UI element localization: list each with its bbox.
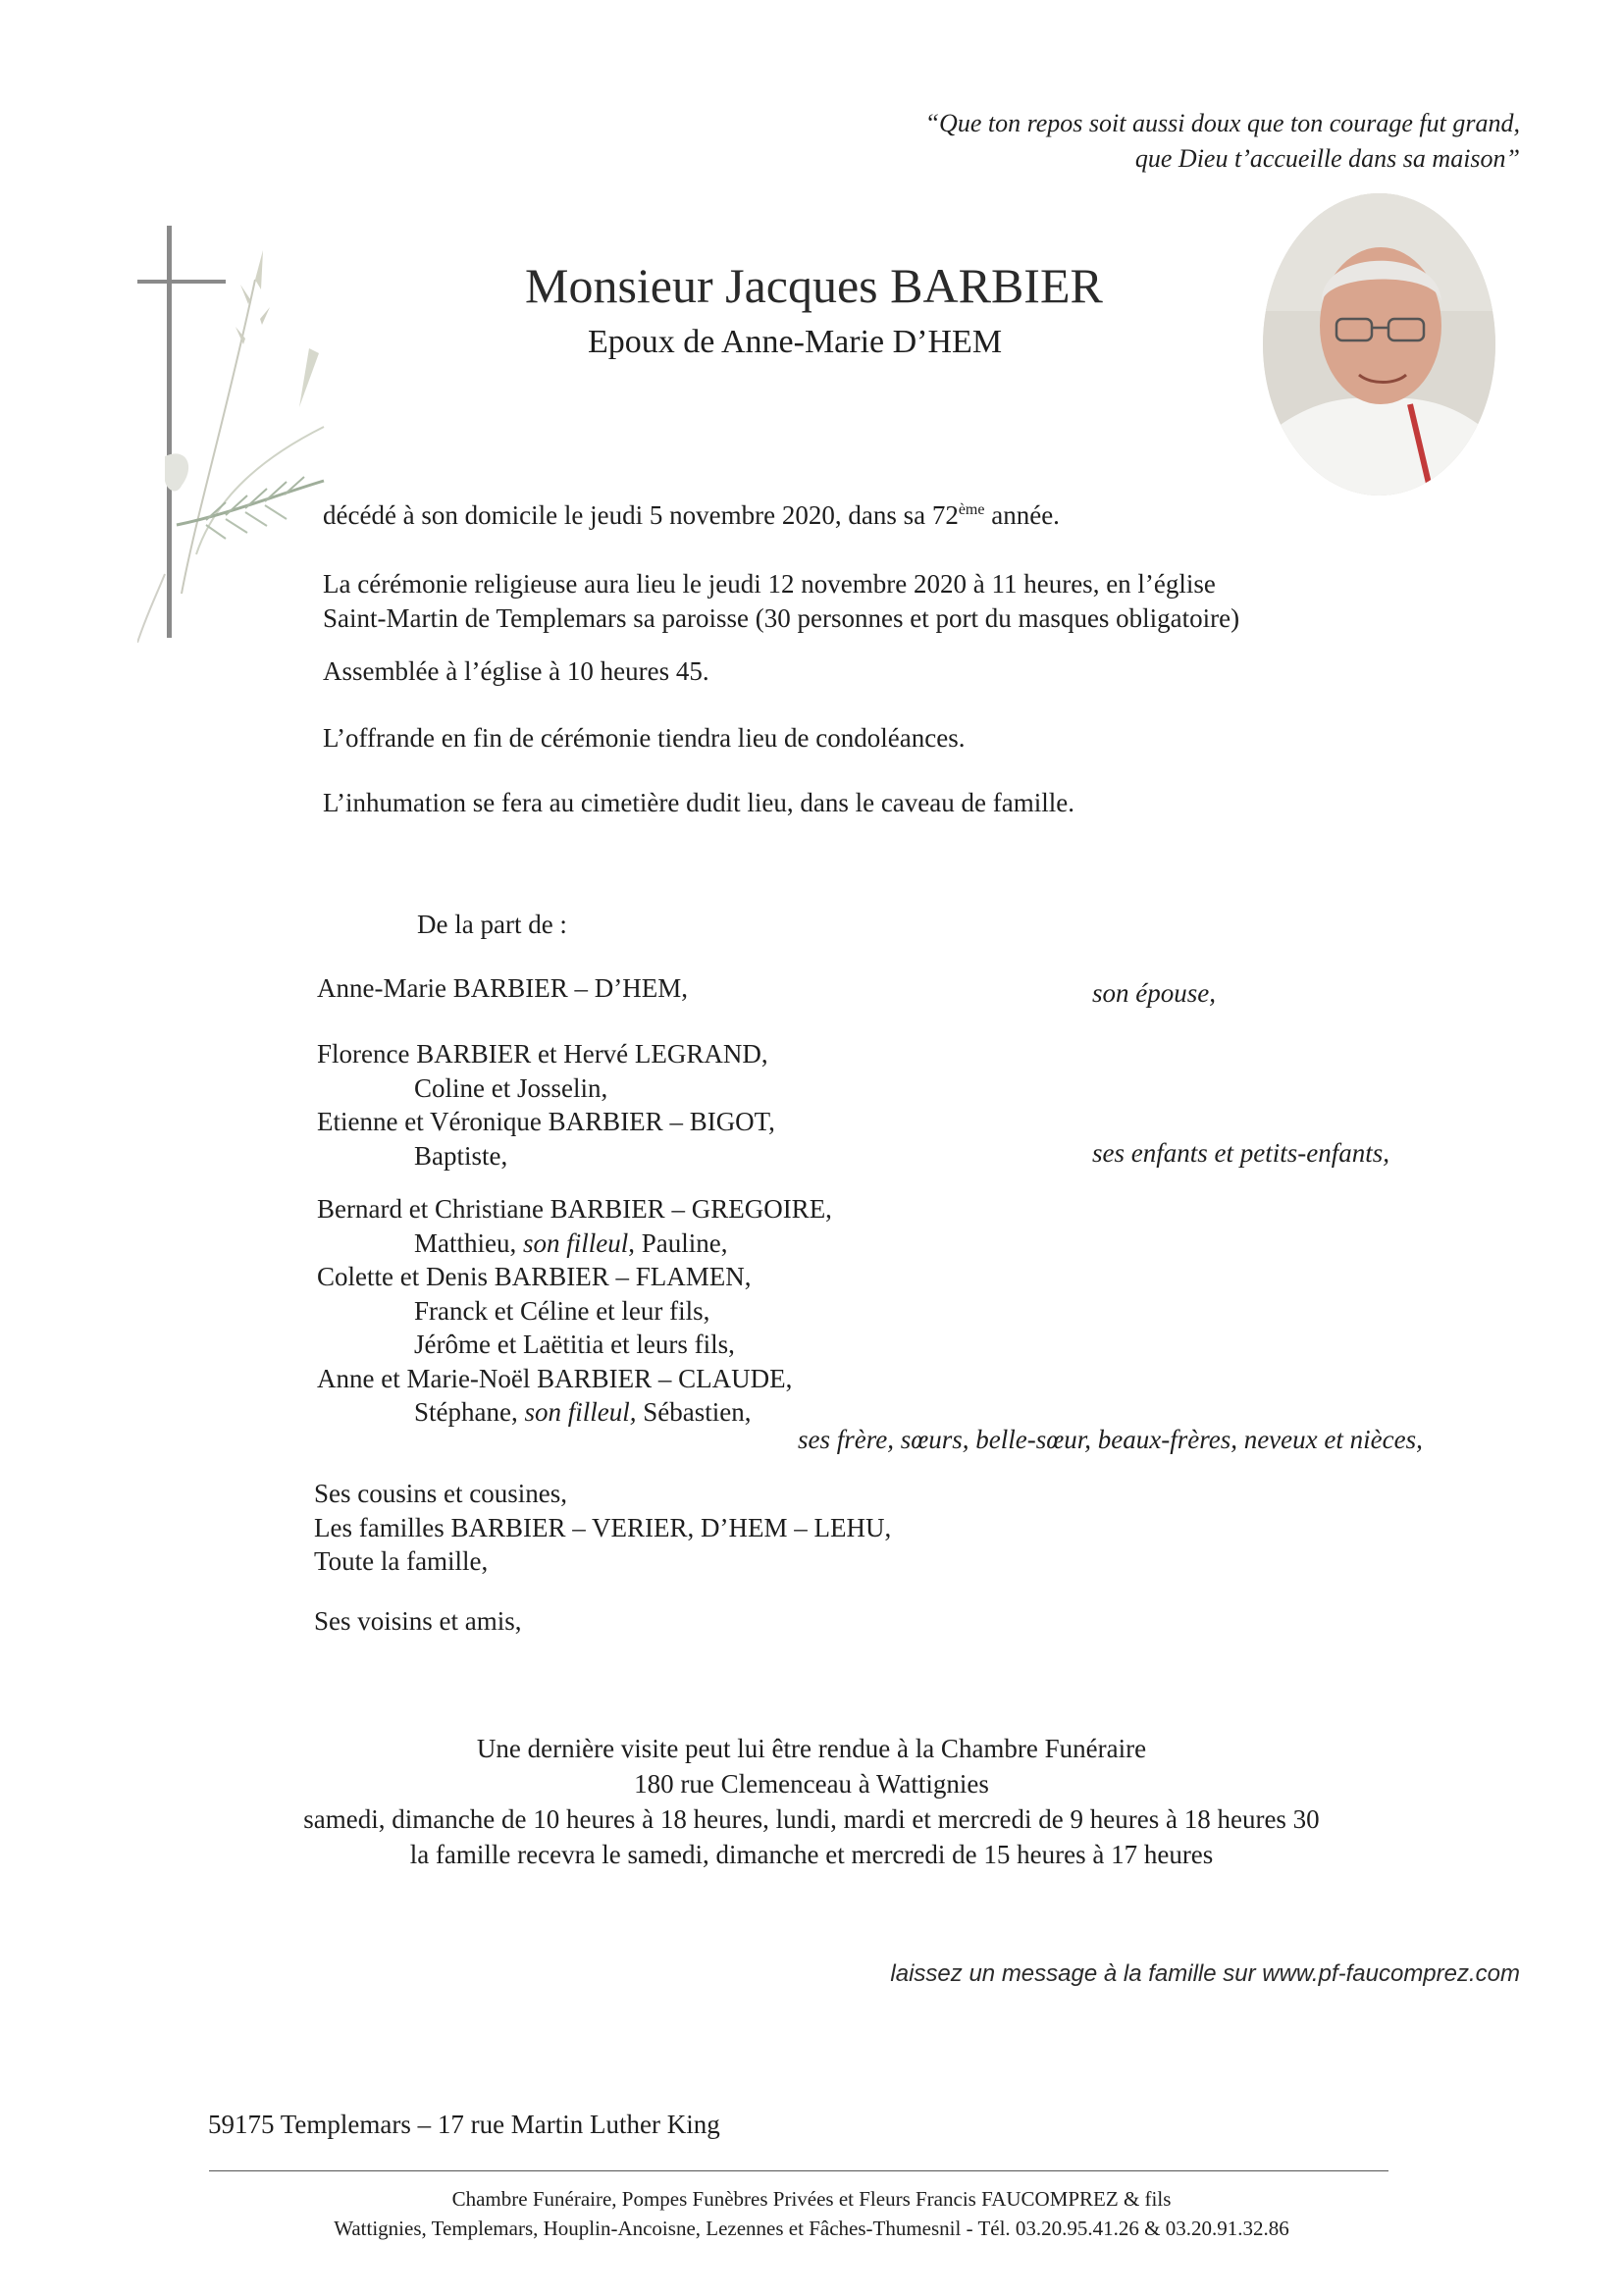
spouse-relation: son épouse, (1092, 978, 1216, 1008)
siblings-group: Bernard et Christiane BARBIER – GREGOIRE, Matthieu, son filleul, Pauline, Colette et Denis BARBIER – FLAMEN, Franck et Céline et leur fils, Jérôme et Laëtitia et leurs fils, Anne et Marie-Noël BARBIER – CLAUDE, Stéphane, son filleul, Sébastien, (317, 1194, 832, 1428)
children-relation: ses enfants et petits-enfants, (1092, 1138, 1389, 1168)
family-intro: De la part de : (417, 910, 567, 939)
address: 59175 Templemars – 17 rue Martin Luther King (208, 2110, 720, 2139)
cross-wheat-icon (137, 221, 334, 643)
portrait-photo (1263, 193, 1495, 496)
footer (0, 2184, 1623, 2244)
ceremony-info: La cérémonie religieuse aura lieu le jeudi 12 novembre 2020 à 11 heures, en l’église Saint-Martin de Templemars sa paroisse (30 personnes et port du masques obligatoire) (323, 569, 1240, 633)
quote-line-2: que Dieu t’accueille dans sa maison” (1134, 144, 1520, 174)
epigraph-quote (925, 106, 1520, 178)
children-group: Florence BARBIER et Hervé LEGRAND, Coline et Josselin, Etienne et Véronique BARBIER – BIGOT, Baptiste, (317, 1039, 775, 1171)
footer-locations: Wattignies, Templemars, Houplin-Ancoisne, Lezennes et Fâches-Thumesnil - Tél. 03.20.95.41.26 & 03.20.91.32.86 (334, 2217, 1289, 2241)
deceased-name: Monsieur Jacques BARBIER (525, 258, 1103, 313)
message-link[interactable]: laissez un message à la famille sur www.pf-faucomprez.com (890, 1960, 1520, 1987)
assembly-info: Assemblée à l’église à 10 heures 45. (323, 656, 709, 686)
siblings-relation: ses frère, sœurs, belle-sœur, beaux-frères, neveux et nièces, (798, 1425, 1423, 1454)
footer-company: Chambre Funéraire, Pompes Funèbres Privées et Fleurs Francis FAUCOMPREZ & fils (451, 2187, 1172, 2211)
ordinal-suffix: ème (958, 501, 985, 518)
offering-info: L’offrande en fin de cérémonie tiendra lieu de condoléances. (323, 723, 966, 753)
extended-family: Ses cousins et cousines, Les familles BARBIER – VERIER, D’HEM – LEHU, Toute la famille, (314, 1479, 892, 1577)
spouse-line: Epoux de Anne-Marie D’HEM (588, 324, 1003, 360)
friends-line: Ses voisins et amis, (314, 1606, 522, 1636)
death-notice: décédé à son domicile le jeudi 5 novembre 2020, dans sa 72ème année. (323, 500, 1060, 530)
burial-info: L’inhumation se fera au cimetière dudit lieu, dans le caveau de famille. (323, 788, 1074, 817)
spouse-name: Anne-Marie BARBIER – D’HEM, (317, 973, 688, 1003)
footer-divider (209, 2170, 1388, 2171)
visit-info: Une dernière visite peut lui être rendue à la Chambre Funéraire 180 rue Clemenceau à Wattignies samedi, dimanche de 10 heures à 18 heures, lundi, mardi et mercredi de 9 heures à 18 heures 30 la famille recevra le samedi, dimanche et mercredi de 15 heures à 17 heures (303, 1734, 1320, 1869)
quote-line-1: “Que ton repos soit aussi doux que ton courage fut grand, (924, 109, 1520, 137)
